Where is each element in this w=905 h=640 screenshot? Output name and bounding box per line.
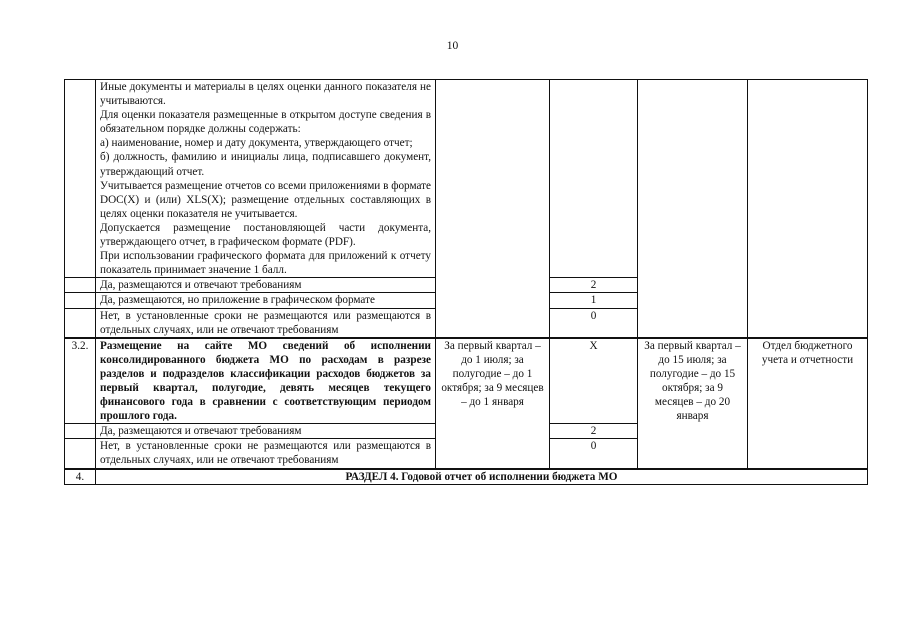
option-score: 0 xyxy=(550,308,638,338)
option-score: 0 xyxy=(550,439,638,469)
option-score: 1 xyxy=(550,293,638,308)
option-text: Нет, в установленные сроки не размещаются или размещаются в отдельных случаях, или не отвечают требованиям xyxy=(96,439,436,469)
item-title: Размещение на сайте МО сведений об исполнении консолидированного бюджета МО по расходам в разрезе разделов и подразделов классификации расходов бюджетов за первый квартал, полугодие, девять месяцев текущего финансового года в сравнении с соответствующим периодом прошлого года. xyxy=(96,338,436,424)
paragraph: Иные документы и материалы в целях оценки данного показателя не учитываются. xyxy=(100,81,431,108)
item-deadline: За первый квартал – до 15 июля; за полугодие – до 15 октября; за 9 месяцев – до 20 января xyxy=(638,338,748,469)
page-number: 10 xyxy=(446,40,459,52)
section-row xyxy=(65,469,868,485)
row-number-cell xyxy=(65,80,96,278)
paragraph: б) должность, фамилию и инициалы лица, подписавшего документ, утверждающий отчет. xyxy=(100,151,431,178)
paragraph: Допускается размещение постановляющей части документа, утверждающего отчет, в графическом формате (PDF). xyxy=(100,221,431,249)
score-cell xyxy=(550,80,638,278)
option-text: Нет, в установленные сроки не размещаются или размещаются в отдельных случаях, или не отвечают требованиям xyxy=(96,308,436,338)
option-text: Да, размещаются, но приложение в графическом формате xyxy=(96,293,436,308)
section-number: 4. xyxy=(65,469,96,485)
table-row xyxy=(65,338,868,424)
paragraph: При использовании графического формата для приложений к отчету показатель принимает значение 1 балл. xyxy=(100,250,431,277)
item-score-header: X xyxy=(550,338,638,424)
item-number: 3.2. xyxy=(65,338,96,424)
criteria-table xyxy=(64,79,868,485)
paragraph: Для оценки показателя размещенные в открытом доступе сведения в обязательном порядке должны содержать: xyxy=(100,109,431,136)
item-period: За первый квартал – до 1 июля; за полугодие – до 1 октября; за 9 месяцев – до 1 января xyxy=(436,338,550,469)
option-score: 2 xyxy=(550,278,638,293)
paragraph: Учитывается размещение отчетов со всеми приложениями в формате DOC(X) и (или) XLS(X); размещение отдельных составляющих в целях оценки показателя не учитывается. xyxy=(100,179,431,220)
paragraph: а) наименование, номер и дату документа, утверждающего отчет; xyxy=(100,137,413,150)
option-score: 2 xyxy=(550,424,638,439)
period-cell xyxy=(436,80,550,338)
description-cell xyxy=(96,80,436,278)
table-row xyxy=(65,80,868,278)
option-text: Да, размещаются и отвечают требованиям xyxy=(96,424,436,439)
deadline-cell xyxy=(638,80,748,338)
option-text: Да, размещаются и отвечают требованиям xyxy=(96,278,436,293)
section-title: РАЗДЕЛ 4. Годовой отчет об исполнении бюджета МО xyxy=(96,469,868,485)
responsible-cell xyxy=(748,80,868,338)
item-responsible: Отдел бюджетного учета и отчетности xyxy=(748,338,868,469)
